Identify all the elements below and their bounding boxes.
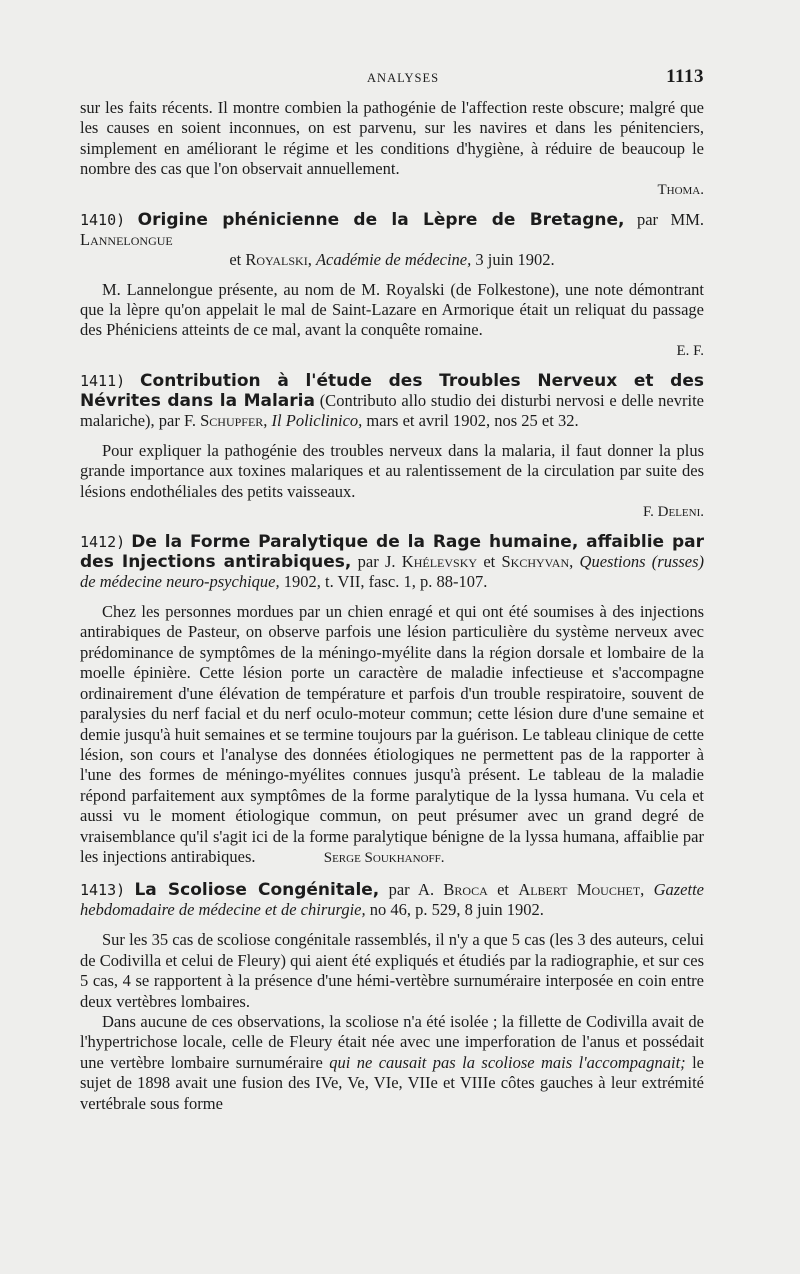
article-date: no 46, p. 529, 8 juin 1902.	[369, 900, 544, 920]
article-number: 1410)	[80, 210, 126, 229]
article-1410-body: M. Lannelongue présente, au nom de M. Royalski (de Folkestone), une note démontrant que la lèpre qu'on appelait le mal de Saint-Lazare en Armorique était un reliquat du passage des Phéniciens atteints de ce mal, avant la conquête romaine.	[80, 279, 704, 340]
intro-signature: Thoma.	[657, 181, 704, 198]
running-header	[80, 66, 704, 90]
article-date: 1902, t. VII, fasc. 1, p. 88-107.	[283, 572, 488, 592]
article-1413-body-1: Sur les 35 cas de scoliose congénitale rassemblés, il n'y a que 5 cas (les 3 des auteurs, celui de Codivilla et celui de Fleury) qui aient été expliqués et étudiés par la radiographie, et sur ces 5 cas, 4 se rapportent à la présence d'une hémi-vertèbre surnuméraire interposée en coin entre deux vertèbres lombaires.	[80, 930, 704, 1011]
article-1410-heading: 1410) Origine phénicienne de la Lèpre de Bretagne, par MM. Lannelongue et Royalski, Académie de médecine, 3 juin 1902.	[80, 209, 705, 269]
intro-paragraph: sur les faits récents. Il montre combien la pathogénie de l'affection reste obscure; malgré que les causes en soient inconnues, on est parvenu, sur les navires et dans les pénitenciers, simplement en améliorant le régime et les conditions d'hygiène, à réduire de beaucoup le nombre des cas que l'on observait annuellement.	[80, 98, 704, 179]
article-1410-signature: E. F.	[676, 342, 704, 359]
article-title: La Scoliose Congénitale,	[134, 880, 380, 901]
article-source: Il Policlinico,	[271, 410, 363, 430]
article-source: Questions (russes) de médecine neuro-psychique,	[80, 552, 705, 592]
article-1411-signature: F. Deleni.	[643, 504, 704, 521]
article-author: Skchyvan,	[501, 552, 574, 572]
article-1412-heading: 1412) De la Forme Paralytique de la Rage humaine, affaiblie par des Injections antirabiques, par J. Khélevsky et Skchyvan, Questions (russes) de médecine neuro-psychique, 1902, t. VII, fasc. 1, p. 88-107.	[80, 532, 705, 592]
article-date: mars et avril 1902, nos 25 et 32.	[366, 410, 579, 430]
article-1412-signature: Serge Soukhanoff.	[323, 849, 445, 866]
article-1411-body: Pour expliquer la pathogénie des troubles nerveux dans la malaria, il faut donner la plus grande importance aux toxines malariques et au ralentissement de la circulation par suite des lésions endothéliales des petits vaisseaux.	[80, 440, 704, 501]
page-number: 1113	[666, 66, 704, 87]
article-author: Royalski,	[245, 249, 312, 269]
article-number: 1411)	[80, 371, 126, 390]
article-author: Broca	[443, 880, 488, 900]
running-title: ANALYSES	[367, 71, 440, 85]
article-number: 1412)	[80, 533, 126, 552]
article-author: Khélevsky	[401, 552, 478, 572]
article-1413-body-2: Dans aucune de ces observations, la scoliose n'a été isolée ; la fillette de Codivilla avait de l'hypertrichose locale, celle de Fleury était née avec une imperforation de l'anus et possédait une vertèbre lombaire surnuméraire qui ne causait pas la scoliose mais l'accompagnait; le sujet de 1898 avait une fusion des IVe, Ve, VIe, VIIe et VIIIe côtes gauches à leur extrémité vertébrale sous forme	[80, 1011, 704, 1113]
article-author: Lannelongue	[80, 229, 173, 249]
article-title: Contribution à l'étude des Troubles Nerveux et des Névrites dans la Malaria	[80, 370, 704, 411]
article-title: Origine phénicienne de la Lèpre de Bretagne,	[137, 209, 625, 230]
article-1411-heading: 1411) Contribution à l'étude des Troubles Nerveux et des Névrites dans la Malaria (Contributo allo studio dei disturbi nervosi e delle nevrite malariche), par F. Schupfer, Il Policlinico, mars et avril 1902, nos 25 et 32.	[80, 370, 704, 430]
article-number: 1413)	[80, 881, 126, 900]
article-author: Schupfer,	[200, 410, 268, 430]
article-date: 3 juin 1902.	[475, 249, 555, 269]
article-1412-body: Chez les personnes mordues par un chien enragé et qui ont été soumises à des injections antirabiques de Pasteur, on observe parfois une lésion particulière du système nerveux avec prédominance de symptômes de la méningo-myélite dans la région dorsale et lombaire de la moelle épinière. Cette lésion porte un caractère de maladie infectieuse et s'accompagne ordinairement d'une élévation de température et parfois d'un trouble respiratoire, souvent de paralysies du nerf facial et du nerf oculo-moteur commun; cette lésion dure d'une semaine et demie jusqu'à huit semaines et se termine toujours par la guérison. Le tableau clinique de cette lésion, son cours et l'analyse des données étiologiques ne permettent pas de la rapporter à l'une des formes de méningo-myélites connues jusqu'à présent. Le tableau de la maladie répond parfaitement aux symptômes de la forme paralytique de la lyssa humana. Vu cela et aussi vu le moment étiologique commun, on peut présumer avec un grand degré de vraisemblance qu'il s'agit ici de la forme paralytique bénigne de la lyssa humana, affaiblie par les injections antirabiques. Serge Soukhanoff.	[80, 602, 704, 866]
article-source: Académie de médecine,	[315, 249, 472, 269]
article-source: Gazette hebdomadaire de médecine et de chirurgie,	[80, 880, 704, 920]
article-1413-heading: 1413) La Scoliose Congénitale, par A. Broca et Albert Mouchet, Gazette hebdomadaire de médecine et de chirurgie, no 46, p. 529, 8 juin 1902.	[80, 880, 704, 920]
article-title: De la Forme Paralytique de la Rage humaine, affaiblie par des Injections antirabiques,	[80, 532, 704, 573]
article-author: Albert Mouchet,	[518, 880, 645, 900]
